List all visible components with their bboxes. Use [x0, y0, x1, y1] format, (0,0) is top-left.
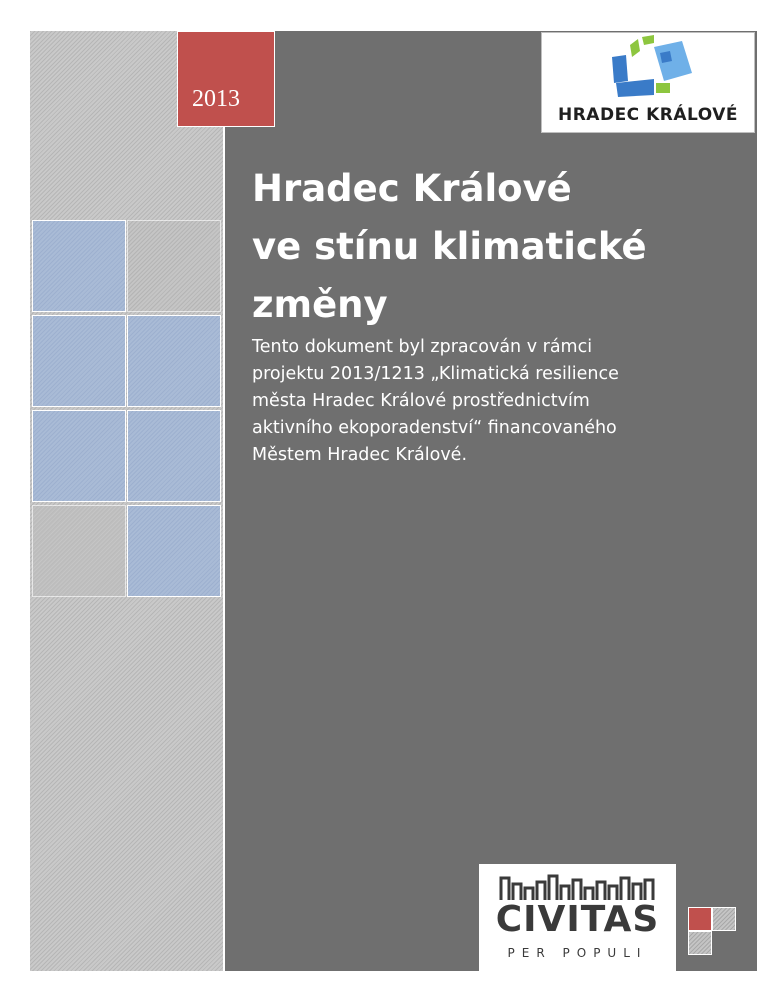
decor-tile — [127, 315, 221, 407]
decor-square — [688, 931, 712, 955]
description-line: Tento dokument byl zpracován v rámci — [252, 337, 593, 357]
title-line: ve stínu klimatické — [252, 225, 647, 268]
publisher-logo — [479, 864, 676, 972]
description-line: aktivního ekoporadenství“ financovaného — [252, 418, 617, 438]
decor-tile — [127, 410, 221, 502]
decor-tile — [32, 505, 126, 597]
title-line: změny — [252, 283, 388, 326]
publisher-tagline: PER POPULI — [507, 946, 648, 960]
city-logo — [541, 32, 755, 133]
document-title — [252, 160, 722, 334]
city-logo-icon — [542, 33, 756, 103]
decor-tile — [127, 220, 221, 312]
decor-square — [688, 907, 712, 931]
decor-tile — [32, 220, 126, 312]
publisher-name: CIVITAS — [495, 899, 660, 940]
city-logo-text: HRADEC KRÁLOVÉ — [557, 105, 738, 125]
decor-tile — [127, 505, 221, 597]
decor-square — [712, 907, 736, 931]
decor-tile — [32, 315, 126, 407]
year-label: 2013 — [192, 86, 240, 112]
description-line: projektu 2013/1213 „Klimatická resilience — [252, 364, 619, 384]
document-description — [252, 334, 722, 469]
title-line: Hradec Králové — [252, 167, 572, 210]
description-line: města Hradec Králové prostřednictvím — [252, 391, 590, 411]
decor-tile — [32, 410, 126, 502]
description-line: Městem Hradec Králové. — [252, 445, 468, 465]
